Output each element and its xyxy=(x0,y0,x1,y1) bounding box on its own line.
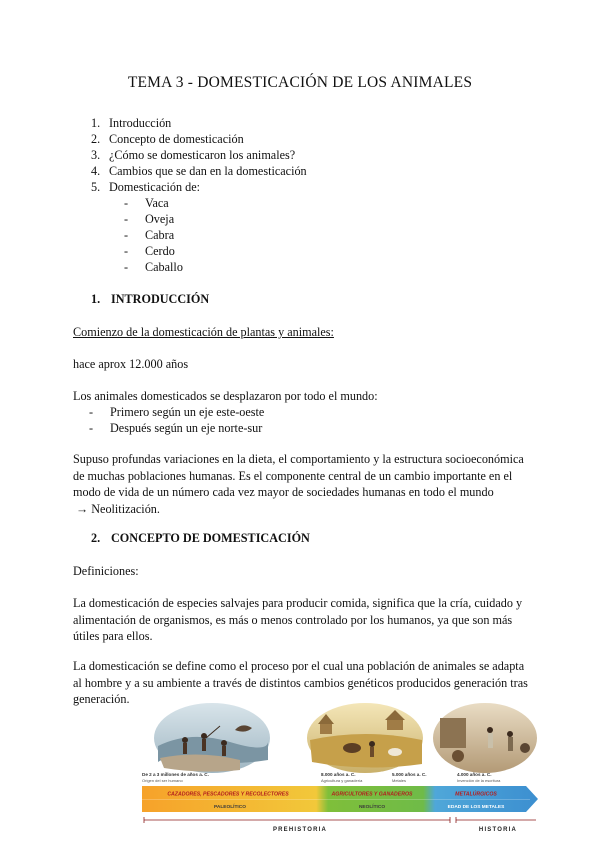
farmer-scene xyxy=(307,703,423,773)
toc-item-label: ¿Cómo se domesticaron los animales? xyxy=(109,148,296,162)
date-sublabel: Origen del ser humano xyxy=(142,778,183,783)
section-2-heading: 2. CONCEPTO DE DOMESTICACIÓN xyxy=(91,531,310,545)
toc-item: 5. Domesticación de: xyxy=(91,180,201,194)
period-label: EDAD DE LOS METALES xyxy=(447,805,505,810)
page-title: TEMA 3 - DOMESTICACIÓN DE LOS ANIMALES xyxy=(127,74,473,91)
band-label: METALÚRGICOS xyxy=(455,791,497,798)
section-2-paragraph-1: La domesticación de especies salvajes para producir comida, significa que la cría, cuidado y alimentación de organismos, es más o menos controlado por los humanos, ya que son más útiles para ellos. xyxy=(73,596,523,643)
section-2-definitions: Definiciones: xyxy=(73,564,139,578)
hunter-gatherer-scene xyxy=(154,703,270,773)
period-label: NEOLÍTICO xyxy=(358,805,386,810)
band-label: CAZADORES, PESCADORES Y RECOLECTORES xyxy=(167,791,289,798)
toc-item: 3. ¿Cómo se domesticaron los animales? xyxy=(91,148,296,162)
toc-subitem: - Vaca xyxy=(124,196,169,210)
section-1-bullets xyxy=(89,404,264,436)
section-1-subheading: Comienzo de la domesticación de plantas y animales: xyxy=(73,325,334,339)
section-2-paragraph-2: La domesticación se define como el proceso por el cual una población de animales se adapta al hombre y a su ambiente a través de distintos cambios genéticos producidos generación tras generación. xyxy=(73,659,528,706)
toc-item: 2. Concepto de domesticación xyxy=(91,132,244,146)
date-label: 8.000 años a. C. xyxy=(321,772,356,777)
date-sublabel: Agricultura y ganadería xyxy=(321,778,363,783)
date-sublabel: Metales xyxy=(392,778,407,783)
toc-subitem: - Caballo xyxy=(124,260,183,274)
toc-subitem: - Cabra xyxy=(124,228,175,242)
period-label: PALEOLÍTICO xyxy=(214,805,246,810)
metallurgy-scene xyxy=(433,703,537,773)
toc-item-label: Concepto de domesticación xyxy=(109,132,244,146)
section-1-paragraph: Supuso profundas variaciones en la dieta, el comportamiento y la estructura socioeconómica de muchas poblaciones humanas. Es el componente central de un cambio importante en el modo de vida de un número cada vez mayor de sociedades humanas en todo el mundo → Neolitización. xyxy=(73,452,524,516)
toc-subitem: - Cerdo xyxy=(124,244,175,258)
list-item: - Después según un eje norte-sur xyxy=(89,421,263,435)
date-label: De 2 a 3 millones de años a. C. xyxy=(142,772,209,777)
toc-sublist xyxy=(124,195,183,275)
toc-subitem: - Oveja xyxy=(124,212,175,226)
list-item: - Primero según un eje este-oeste xyxy=(89,405,265,419)
era-label: HISTORIA xyxy=(478,827,518,833)
toc-item-label: Cambios que se dan en la domesticación xyxy=(109,164,307,178)
toc-item-label: Domesticación de: xyxy=(109,180,201,194)
date-label: 5.000 años a. C. xyxy=(392,772,427,777)
toc-item: 4. Cambios que se dan en la domesticación xyxy=(91,164,307,178)
date-sublabel: Invención de la escritura xyxy=(457,778,501,783)
section-1-years: hace aprox 12.000 años xyxy=(73,357,189,371)
toc-item: 1. Introducción xyxy=(91,116,172,130)
prehistory-timeline-figure xyxy=(140,700,540,836)
date-label: 4.000 años a. C. xyxy=(457,772,492,777)
section-1-spread: Los animales domesticados se desplazaron por todo el mundo: xyxy=(73,389,378,403)
toc-item-label: Introducción xyxy=(109,116,172,130)
section-1-heading: 1. INTRODUCCIÓN xyxy=(91,292,210,306)
table-of-contents xyxy=(91,115,307,195)
band-label: AGRICULTORES Y GANADEROS xyxy=(331,791,413,798)
era-label: PREHISTORIA xyxy=(272,827,328,833)
